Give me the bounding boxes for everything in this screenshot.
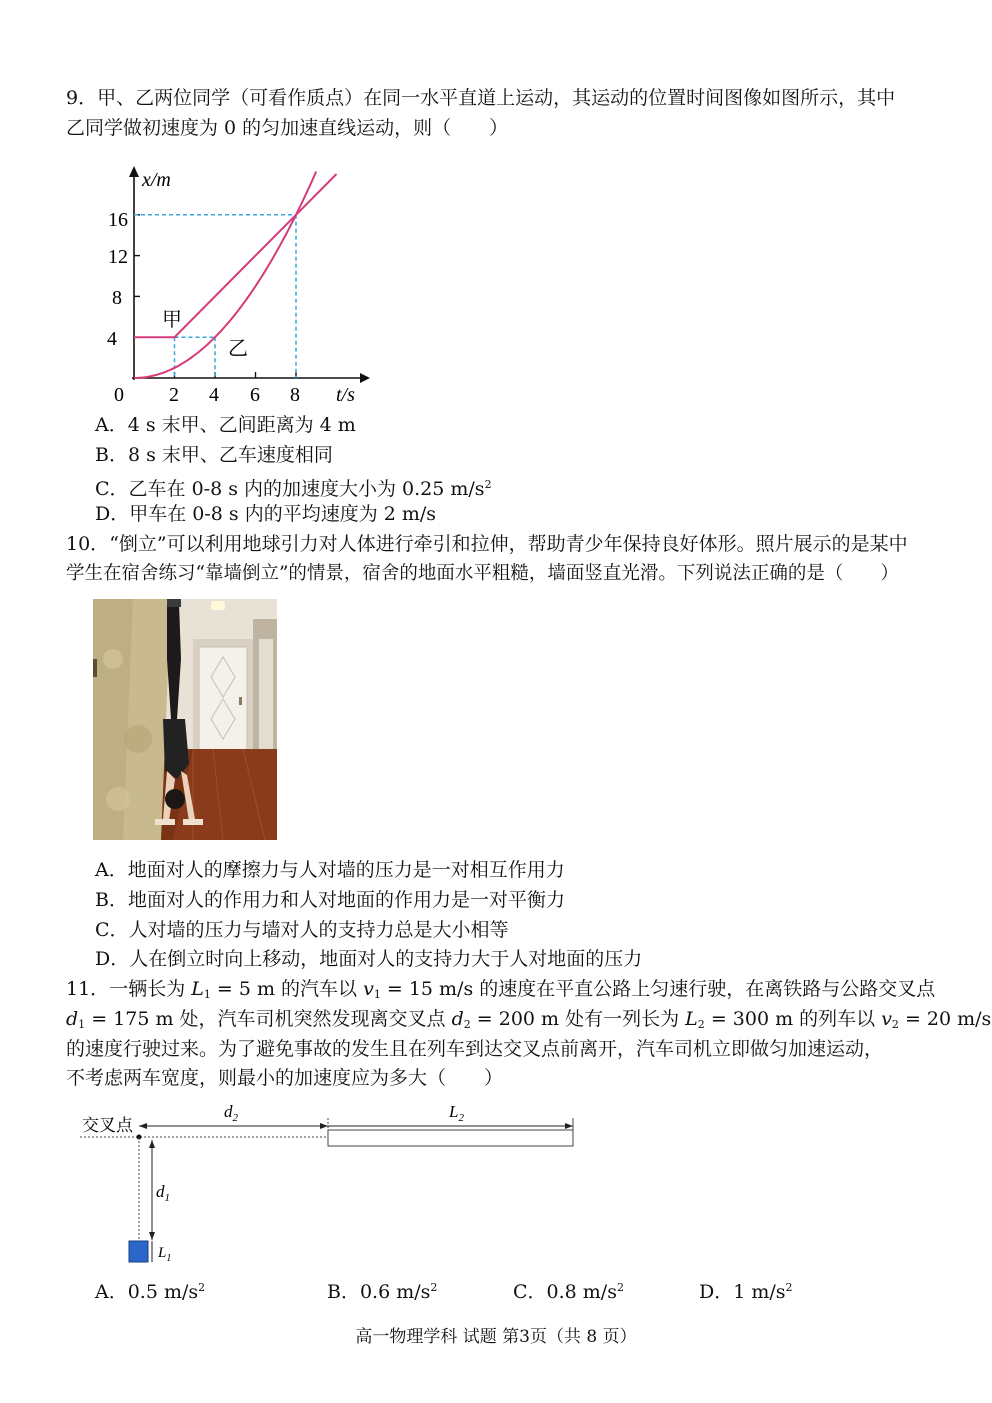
option-text: C．0.8 m/s [513, 1281, 617, 1303]
x-tick-label: 4 [209, 384, 219, 406]
q9-option-a[interactable]: A．4 s 末甲、乙间距离为 4 m [95, 414, 356, 436]
q11-crossing-diagram [78, 1098, 598, 1278]
L2-label: $L_2$ [449, 1102, 464, 1124]
subscript: 2 [697, 1018, 705, 1031]
q9-option-c[interactable] [95, 473, 492, 501]
q11-text: 的速度行驶过来。为了避免事故的发生且在列车到达交叉点前离开，汽车司机立即做匀加速运动， [66, 1038, 884, 1060]
origin-label: 0 [114, 384, 124, 406]
y-tick-label: 8 [112, 287, 122, 309]
q9-number: 9． [66, 87, 98, 109]
q11-text: 不考虑两车宽度，则最小的加速度应为多大（ ） [66, 1067, 504, 1089]
option-text: D．1 m/s [699, 1281, 786, 1303]
option-sup: 2 [198, 1281, 206, 1294]
series-yi-curve [134, 172, 316, 379]
label-yi: 乙 [228, 338, 248, 360]
q9-position-time-graph [100, 148, 360, 408]
subscript: 1 [203, 988, 211, 1001]
q10-stem-1: “倒立”可以利用地球引力对人体进行牵引和拉伸，帮助青少年保持良好体形。照片展示的是某中 [109, 533, 908, 555]
x-axis-label: t/s [336, 384, 355, 406]
subscript: 1 [373, 988, 381, 1001]
symbol-v: v [363, 978, 374, 1000]
q11-text: = 300 m 的列车以 [704, 1008, 882, 1030]
symbol-L: L [685, 1008, 698, 1030]
q11-line-4 [66, 1066, 503, 1090]
q9-stem-1: 甲、乙两位同学（可看作质点）在同一水平直道上运动，其运动的位置时间图像如图所示，其中 [97, 87, 896, 109]
d1-label: $d_1$ [156, 1182, 170, 1204]
q11-option-c[interactable] [513, 1276, 624, 1304]
q10-option-a[interactable]: A．地面对人的摩擦力与人对墙的压力是一对相互作用力 [95, 859, 565, 881]
q11-text: 一辆长为 [109, 978, 192, 1000]
subscript: 2 [463, 1018, 471, 1031]
x-tick-label: 8 [290, 384, 300, 406]
q9-option-d[interactable]: D．甲车在 0-8 s 内的平均速度为 2 m/s [95, 503, 437, 525]
label-jia: 甲 [162, 309, 182, 331]
q9-line-2 [66, 116, 508, 140]
q11-text: = 15 m/s 的速度在平直公路上匀速行驶，在离铁路与公路交叉点 [380, 978, 936, 1000]
q11-line-1 [66, 977, 935, 1007]
symbol-d: d [66, 1008, 79, 1030]
x-tick-label: 6 [250, 384, 260, 406]
q9-line-1 [66, 86, 895, 110]
symbol-v: v [881, 1008, 892, 1030]
q9-option-b[interactable]: B．8 s 末甲、乙车速度相同 [95, 444, 333, 466]
d2-label: $d_2$ [224, 1102, 238, 1124]
option-text: A．0.5 m/s [95, 1281, 199, 1303]
q9-option-c-text: C．乙车在 0-8 s 内的加速度大小为 0.25 m/s [95, 478, 485, 500]
q11-text: = 5 m 的汽车以 [210, 978, 364, 1000]
subscript: 2 [891, 1018, 899, 1031]
x-axis-arrow [360, 373, 370, 383]
q11-number: 11． [66, 978, 110, 1000]
q11-text: = 200 m 处有一列长为 [470, 1008, 686, 1030]
y-tick-label: 12 [108, 246, 128, 268]
subscript: 1 [78, 1018, 86, 1031]
L1-label: $L_1$ [158, 1245, 172, 1264]
option-sup: 2 [785, 1281, 793, 1294]
q11-option-b[interactable] [327, 1276, 437, 1304]
q10-stem-2: 学生在宿舍练习“靠墙倒立”的情景，宿舍的地面水平粗糙，墙面竖直光滑。下列说法正确的是（ ） [66, 563, 899, 584]
option-text: B．0.6 m/s [327, 1281, 431, 1303]
q10-option-b[interactable]: B．地面对人的作用力和人对地面的作用力是一对平衡力 [95, 889, 565, 911]
symbol-L: L [191, 978, 204, 1000]
train-rect [328, 1130, 573, 1146]
y-axis-arrow [129, 166, 139, 177]
option-sup: 2 [430, 1281, 438, 1294]
q10-line-1 [66, 532, 908, 556]
y-tick-label: 16 [108, 209, 128, 231]
y-tick-label: 4 [107, 328, 117, 350]
y-axis-label: x/m [142, 169, 171, 191]
q11-option-d[interactable] [699, 1276, 793, 1304]
q9-option-c-sup: 2 [484, 478, 492, 491]
q11-option-a[interactable] [95, 1276, 205, 1304]
q11-line-3 [66, 1037, 883, 1061]
q10-line-2 [66, 562, 899, 586]
crossing-label: 交叉点 [82, 1116, 133, 1135]
q10-option-c[interactable]: C．人对墙的压力与墙对人的支持力总是大小相等 [95, 919, 509, 941]
q10-option-d[interactable]: D．人在倒立时向上移动，地面对人的支持力大于人对地面的压力 [95, 948, 643, 970]
x-tick-label: 2 [169, 384, 179, 406]
page-footer: 高一物理学科 试题 第3页（共 8 页） [355, 1327, 637, 1347]
handstand-photo [93, 599, 277, 840]
symbol-d: d [451, 1008, 464, 1030]
option-sup: 2 [616, 1281, 624, 1294]
q9-stem-2: 乙同学做初速度为 0 的匀加速直线运动，则（ ） [66, 117, 509, 139]
q11-text: = 175 m 处，汽车司机突然发现离交叉点 [85, 1008, 452, 1030]
q11-text: = 20 m/s [898, 1008, 992, 1030]
q11-line-2 [66, 1007, 991, 1037]
car-rect [129, 1241, 148, 1262]
q10-number: 10． [66, 533, 110, 555]
